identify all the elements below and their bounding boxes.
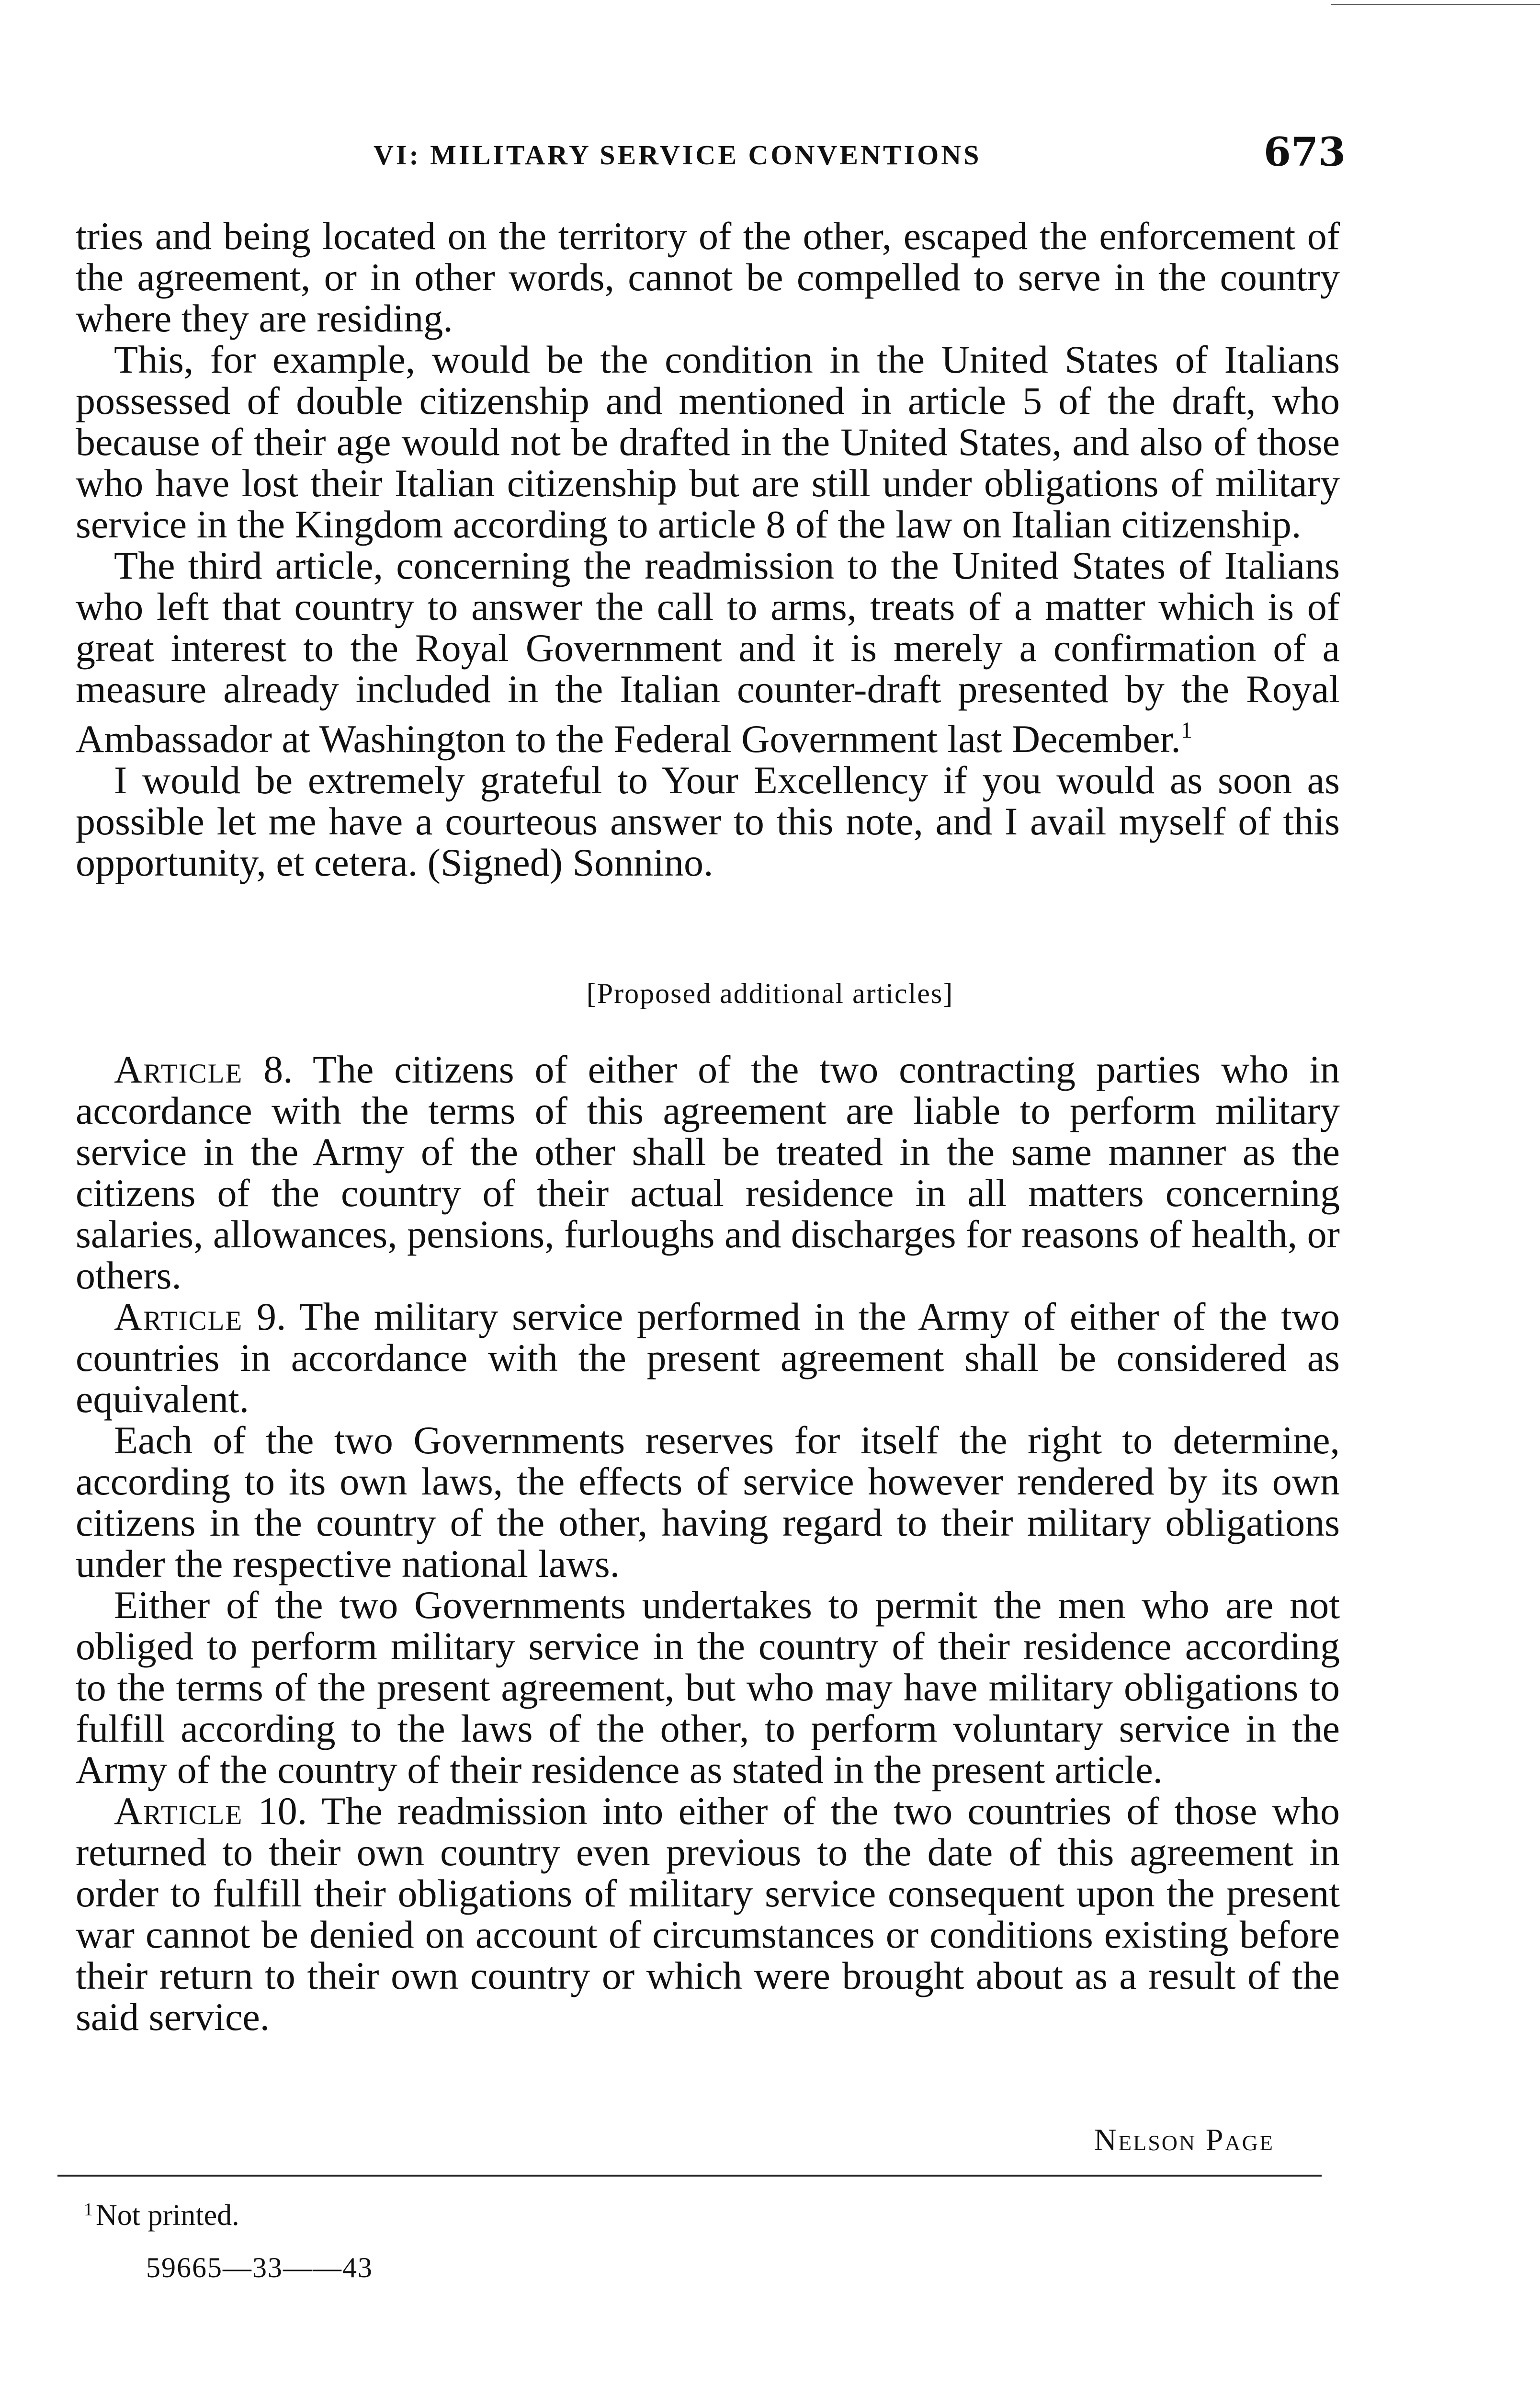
letter-paragraph-text: The third article, concerning the readmission to the United States of Italians who left that country to answer the call to arms, treats of a matter which is of great interest to the Royal Government and it is merely a confirmation of a measure already included in the Italian counter-draft presented by the Royal Ambassador at Washington to the Federal Government last December. (76, 544, 1340, 761)
footnote-text: Not printed. (96, 2199, 239, 2232)
letter-paragraph: tries and being located on the territory of the other, escaped the enforcement of the agreement, or in other words, cannot be compelled to serve in the country where they are residing. (76, 214, 1340, 340)
page-number: 673 (1263, 129, 1346, 175)
letter-paragraph: I would be extremely grateful to Your Excellency if you would as soon as possible let me have a courteous answer to this note, and I avail myself of this opportunity, et cetera. (Signed) Sonnino. (76, 758, 1340, 884)
letter-paragraph: This, for example, would be the condition in the United States of Italians possessed of double citizenship and mentioned in article 5 of the draft, who because of their age would not be drafted in the United States, and also of those who have lost their Italian citizenship but are still under obligations of military service in the Kingdom according to article 8 of the law on Italian citizenship. (76, 338, 1340, 546)
letter-body (76, 216, 1340, 883)
scan-edge-line (1331, 4, 1540, 5)
printer-code: 59665—33——43 (146, 2252, 373, 2283)
footnote-marker: 1 (84, 2200, 93, 2220)
article-label: Article (114, 1789, 243, 1833)
running-head: VI: MILITARY SERVICE CONVENTIONS (374, 139, 982, 171)
article-label: Article (114, 1295, 243, 1338)
article-label: Article (114, 1048, 243, 1091)
letter-paragraph (76, 545, 1340, 760)
article-9 (76, 1296, 1340, 1420)
article-8 (76, 1049, 1340, 1296)
page-header (374, 129, 1346, 182)
footnote-divider (57, 2175, 1322, 2177)
article-10 (76, 1791, 1340, 2038)
article-text: 10. The readmission into either of the two countries of those who returned to their own country even previous to the date of this agreement in order to fulfill their obligations of military service consequent upon the present war cannot be denied on account of circumstances or conditions existing before their return to their own country or which were brought about as a result of the said service. (76, 1789, 1340, 2039)
article-9-paragraph-2: Each of the two Governments reserves for itself the right to determine, according to its own laws, the effects of service however rendered by its own citizens in the country of the other, having regard to their military obligations under the respective national laws. (76, 1418, 1340, 1585)
article-9-paragraph-3: Either of the two Governments undertakes to permit the men who are not obliged to perform military service in the country of their residence according to the terms of the present agreement, but who may have military obligations to fulfill according to the laws of the other, to perform voluntary service in the Army of the country of their residence as stated in the present article. (76, 1583, 1340, 1791)
articles-body (76, 1049, 1340, 2038)
signature: Nelson Page (1094, 2122, 1274, 2157)
article-text: 8. The citizens of either of the two contracting parties who in accordance with the terms of this agreement are liable to perform military service in the Army of the other shall be treated in the same manner as the citizens of the country of their actual residence in all matters concerning salaries, allowances, pensions, furloughs and discharges for reasons of health, or others. (76, 1048, 1340, 1297)
footnote (84, 2199, 239, 2233)
article-text: 9. The military service performed in the Army of either of the two countries in accordance with the present agreement shall be considered as equivalent. (76, 1295, 1340, 1421)
section-heading: [Proposed additional articles] (586, 978, 954, 1009)
footnote-reference: 1 (1180, 718, 1192, 743)
